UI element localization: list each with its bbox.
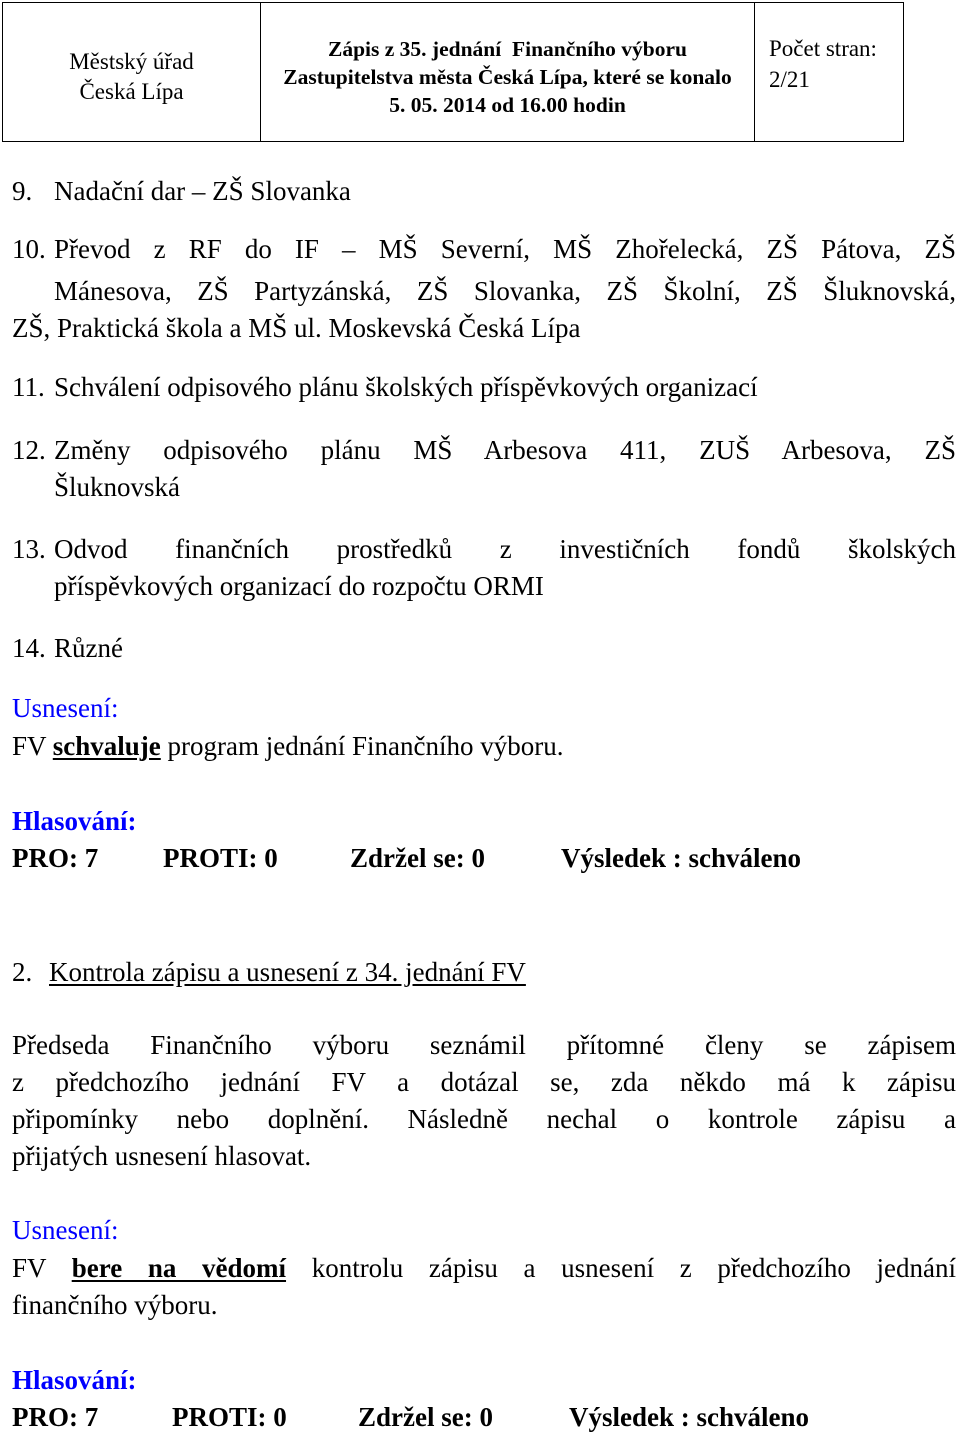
agenda-item-line: Mánesova, ZŠ Partyzánská, ZŠ Slovanka, ZŠ Školní, ZŠ Šluknovská, [54, 276, 956, 306]
paragraph-line: připomínky nebo doplnění. Následně nechal o kontrole zápisu a [12, 1104, 956, 1134]
vote-proti: PROTI: 0 [163, 843, 278, 873]
agenda-item-line: ZŠ, Praktická škola a MŠ ul. Moskevská Česká Lípa [12, 313, 581, 343]
document-subtitle: Zastupitelstva města Česká Lípa, které se konalo [283, 65, 732, 89]
resolution-prefix: FV [12, 731, 53, 761]
resolution-heading: Usnesení: [12, 693, 119, 723]
document-title: Zápis z 35. jednání Finančního výboru [327, 37, 687, 61]
agenda-item: Odvod finančních prostředků z investičních fondů školských [54, 534, 956, 564]
vote-abstain: Zdržel se: 0 [350, 843, 485, 873]
voting-heading: Hlasování: [12, 806, 137, 836]
agenda-number: 9. [12, 176, 33, 206]
vote-outcome: Výsledek : schváleno [569, 1402, 810, 1432]
resolution-text [12, 728, 563, 764]
document-header [2, 2, 904, 142]
agenda-number: 11. [12, 372, 45, 402]
resolution-text [12, 1250, 956, 1286]
vote-proti: PROTI: 0 [172, 1402, 287, 1432]
paragraph-line: z předchozího jednání FV a dotázal se, zda někdo má k zápisu [12, 1067, 956, 1097]
agenda-item-line: příspěvkových organizací do rozpočtu ORMI [54, 571, 544, 601]
resolution-text-line: finančního výboru. [12, 1290, 218, 1320]
page-count-label: Počet stran: [769, 36, 877, 61]
section-title: Kontrola zápisu a usnesení z 34. jednání FV [49, 957, 526, 987]
agenda-item-line: Šluknovská [54, 472, 181, 502]
title-cell [261, 3, 755, 141]
agenda-item: Nadační dar – ZŠ Slovanka [54, 176, 351, 206]
resolution-verb: schvaluje [52, 731, 161, 761]
agenda-item: Různé [54, 633, 123, 663]
voting-heading: Hlasování: [12, 1365, 137, 1395]
resolution-prefix: FV [12, 1253, 72, 1283]
resolution-rest: program jednání Finančního výboru. [160, 731, 564, 761]
agenda-item: Převod z RF do IF – MŠ Severní, MŠ Zhořelecká, ZŠ Pátova, ZŠ [54, 234, 956, 264]
agenda-number: 12. [12, 435, 46, 465]
voting-result-row [12, 840, 952, 876]
office-city: Česká Lípa [79, 79, 184, 104]
vote-abstain: Zdržel se: 0 [358, 1402, 493, 1432]
voting-result-row [12, 1399, 952, 1435]
agenda-item: Schválení odpisového plánu školských příspěvkových organizací [54, 372, 758, 402]
vote-outcome: Výsledek : schváleno [561, 843, 802, 873]
page-count-value: 2/21 [769, 67, 810, 92]
office-cell [3, 3, 261, 141]
agenda-number: 10. [12, 234, 46, 264]
vote-pro: PRO: 7 [12, 843, 99, 873]
office-name: Městský úřad [69, 49, 194, 74]
resolution-heading: Usnesení: [12, 1215, 119, 1245]
vote-pro: PRO: 7 [12, 1402, 99, 1432]
paragraph-line: přijatých usnesení hlasovat. [12, 1141, 312, 1171]
section-number: 2. [12, 957, 33, 987]
resolution-verb: bere na vědomí [71, 1253, 287, 1283]
agenda-number: 14. [12, 633, 46, 663]
paragraph-line: Předseda Finančního výboru seznámil přítomné členy se zápisem [12, 1030, 956, 1060]
agenda-number: 13. [12, 534, 46, 564]
meeting-date: 5. 05. 2014 od 16.00 hodin [389, 93, 626, 117]
agenda-item: Změny odpisového plánu MŠ Arbesova 411, ZUŠ Arbesova, ZŠ [54, 435, 956, 465]
resolution-rest: kontrolu zápisu a usnesení z předchozího jednání [286, 1253, 957, 1283]
page-count-cell [755, 3, 903, 141]
